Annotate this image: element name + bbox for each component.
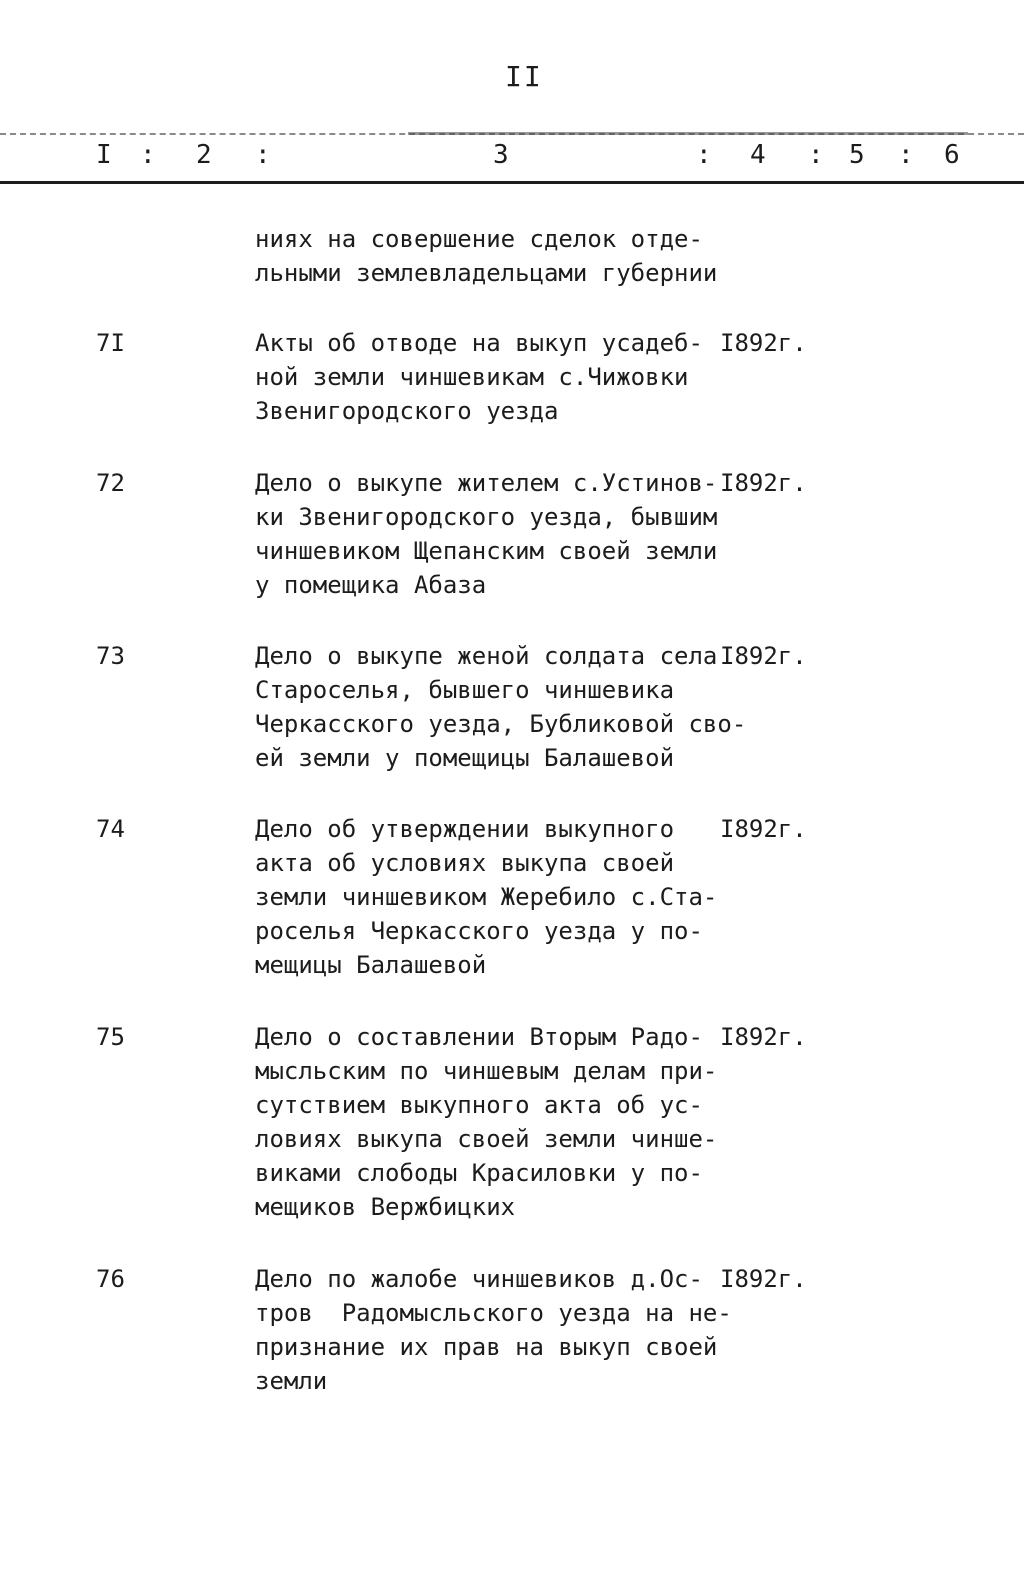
entry-title: Дело об утверждении выкупного акта об условиях выкупа своей земли чиншевиком Жеребило с.Ста- роселья Черкасского уезда у по- мещицы Балашевой <box>255 815 718 979</box>
entry-title: Дело о составлении Вторым Радо- мысльским по чиншевым делам при- сутствием выкупного акта об ус- ловиях выкупа своей земли чинше- виками слободы Красиловки у по- мещиков Вержбицких <box>255 1023 718 1221</box>
continuation-text: ниях на совершение сделок отде- льными землевладельцами губернии <box>255 225 718 287</box>
column-header-4: 4 <box>750 140 766 170</box>
column-header-separator: : <box>898 140 914 170</box>
entry-date: I892г. <box>720 642 807 670</box>
entry-title: Акты об отводе на выкуп усадеб- ной земли чиншевикам с.Чижовки Звенигородского уезда <box>255 329 703 425</box>
column-header-separator: : <box>255 140 271 170</box>
column-header-5: 5 <box>849 140 865 170</box>
entry-date: I892г. <box>720 469 807 497</box>
column-header-3: 3 <box>493 140 509 170</box>
entry-number: 76 <box>96 1265 125 1293</box>
column-header-separator: : <box>808 140 824 170</box>
entry-title: Дело о выкупе жителем с.Устинов- ки Звенигородского уезда, бывшим чиншевиком Щепанским своей земли у помещика Абаза <box>255 469 718 599</box>
column-header-separator: : <box>696 140 712 170</box>
column-header-6: 6 <box>944 140 960 170</box>
entry-date: I892г. <box>720 329 807 357</box>
entry-number: 74 <box>96 815 125 843</box>
column-header-1: I <box>96 140 112 170</box>
entry-number: 73 <box>96 642 125 670</box>
entry-number: 75 <box>96 1023 125 1051</box>
entry-number: 72 <box>96 469 125 497</box>
header-rule-top-solid <box>408 132 968 135</box>
entry-date: I892г. <box>720 1023 807 1051</box>
header-rule-bottom <box>0 181 1024 184</box>
page-number: II <box>505 60 543 93</box>
column-header-row <box>0 140 1024 176</box>
column-header-2: 2 <box>196 140 212 170</box>
entry-date: I892г. <box>720 815 807 843</box>
entry-number: 7I <box>96 329 125 357</box>
entry-title: Дело по жалобе чиншевиков д.Ос- тров Радомысльского уезда на не- признание их прав на выкуп своей земли <box>255 1265 732 1395</box>
entry-date: I892г. <box>720 1265 807 1293</box>
entry-title: Дело о выкупе женой солдата села Староселья, бывшего чиншевика Черкасского уезда, Бубликовой сво- ей земли у помещицы Балашевой <box>255 642 747 772</box>
column-header-separator: : <box>140 140 156 170</box>
